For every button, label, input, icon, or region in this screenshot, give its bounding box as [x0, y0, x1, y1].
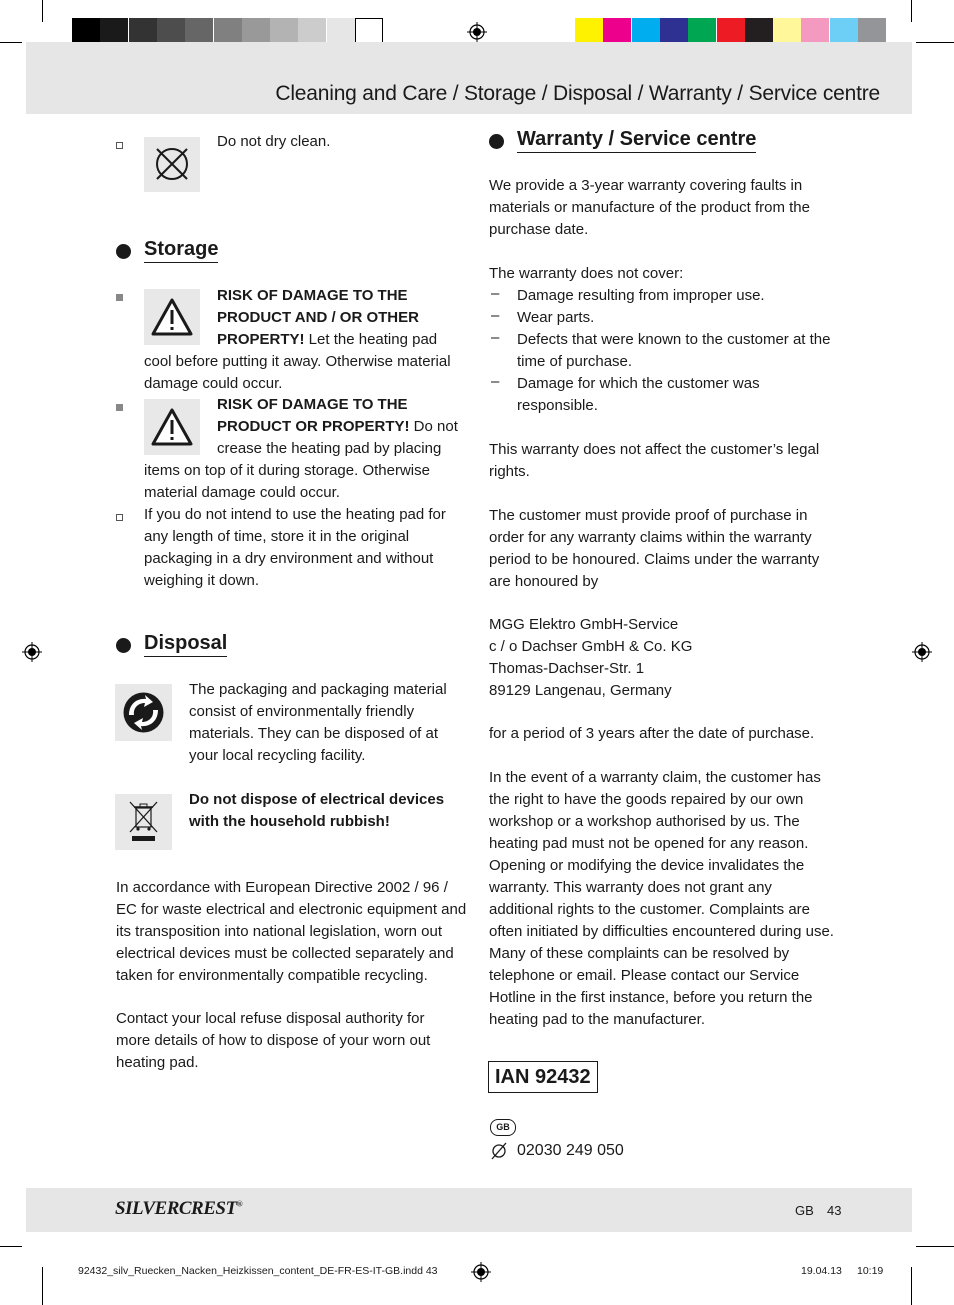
disposal-heading: Disposal: [144, 632, 227, 657]
address-line: MGG Elektro GmbH-Service: [489, 616, 679, 633]
storage-warning-2-bold: RISK OF DAMAGE TO THE PRODUCT OR PROPERTY!: [217, 396, 410, 435]
address-line: c / o Dachser GmbH & Co. KG: [489, 638, 693, 655]
storage-warning-2: [144, 394, 466, 504]
dash-bullet: –: [491, 373, 500, 390]
no-dry-clean-icon-box: [144, 137, 200, 192]
dash-bullet: –: [491, 307, 500, 324]
recycle-text: The packaging and packaging material consist of environmentally friendly materials. They can be disposed of at your local recycling facility.: [189, 681, 447, 764]
disposal-paragraph-1: In accordance with European Directive 2002 / 96 / EC for waste electrical and electronic equipment and its transposition into national legislation, worn out electrical devices must be collected separately and taken for environmentally compatible recycling.: [116, 879, 467, 984]
exclusion-item: Wear parts.: [517, 309, 595, 326]
warranty-not-cover: The warranty does not cover:: [489, 265, 684, 282]
disposal-paragraph-2: Contact your local refuse disposal authority for more details of how to dispose of your worn out heating pad.: [116, 1010, 431, 1071]
storage-heading: Storage: [144, 238, 218, 263]
brand-logo: [115, 1198, 242, 1220]
warranty-intro: We provide a 3-year warranty covering faults in materials or manufacture of the product from the purchase date.: [489, 177, 810, 238]
storage-note: If you do not intend to use the heating pad for any length of time, store it in the original packaging in a dry environment and without weighing it down.: [144, 506, 446, 589]
warranty-legal: This warranty does not affect the customer’s legal rights.: [489, 441, 820, 480]
storage-warning-1-bold: RISK OF DAMAGE TO THE PRODUCT AND / OR OTHER PROPERTY!: [217, 287, 419, 348]
storage-warning-1-text: Let the heating pad cool before putting it away. Otherwise material damage could occur.: [144, 331, 451, 392]
crop-mark: [911, 1267, 912, 1305]
section-bullet: [116, 638, 131, 653]
address-line: Thomas-Dachser-Str. 1: [489, 660, 645, 677]
crop-mark: [42, 1267, 43, 1305]
page-number: 43: [827, 1203, 842, 1218]
crop-mark: [0, 42, 22, 43]
exclusion-item: Defects that were known to the customer at the time of purchase.: [517, 331, 831, 370]
dry-clean-text: Do not dry clean.: [217, 133, 331, 150]
list-bullet: [116, 514, 123, 521]
hotline-number: 02030 249 050: [517, 1142, 624, 1159]
crop-mark: [911, 0, 912, 22]
registration-mark-icon: [467, 22, 487, 42]
storage-warning-1: [144, 285, 466, 395]
exclusion-item: Damage for which the customer was responsible.: [517, 375, 760, 414]
no-dry-clean-icon: [144, 137, 200, 192]
list-bullet: [116, 404, 123, 411]
list-bullet: [116, 294, 123, 301]
section-bullet: [116, 244, 131, 259]
dash-bullet: –: [491, 329, 500, 346]
print-time: 10:19: [857, 1265, 884, 1277]
registration-mark-icon: [22, 642, 42, 662]
ian-box: IAN 92432: [488, 1061, 598, 1093]
recycle-icon-box: [115, 684, 172, 741]
warranty-heading: Warranty / Service centre: [517, 128, 756, 153]
footer-language: GB: [795, 1203, 814, 1218]
crop-mark: [0, 1246, 22, 1247]
section-bullet: [489, 134, 504, 149]
brand-registered-mark: ®: [236, 1199, 243, 1209]
brand-name: SILVERCREST: [115, 1198, 237, 1219]
phone-icon: [489, 1142, 509, 1160]
registration-mark-icon: [471, 1262, 491, 1282]
print-file-name: 92432_silv_Ruecken_Nacken_Heizkissen_content_DE-FR-ES-IT-GB.indd 43: [78, 1265, 438, 1277]
crop-mark: [916, 1246, 954, 1247]
registration-mark-icon: [912, 642, 932, 662]
crossed-bin-icon: [115, 794, 172, 850]
recycle-icon: [115, 684, 172, 741]
crop-mark: [42, 0, 43, 22]
list-bullet: [116, 142, 123, 149]
warranty-proof: The customer must provide proof of purchase in order for any warranty claims within the warranty period to be honoured. Claims under the warranty are honoured by: [489, 507, 820, 590]
print-date: 19.04.13: [801, 1265, 842, 1277]
exclusion-item: Damage resulting from improper use.: [517, 287, 765, 304]
storage-warning-2-text: Do not crease the heating pad by placing items on top of it during storage. Otherwise material damage could occur.: [144, 418, 458, 501]
service-address: [489, 614, 692, 702]
country-badge: GB: [490, 1119, 516, 1136]
dash-bullet: –: [491, 285, 500, 302]
weee-icon-box: [115, 794, 172, 850]
page-title: Cleaning and Care / Storage / Disposal / Warranty / Service centre: [275, 82, 880, 105]
weee-warning: Do not dispose of electrical devices with the household rubbish!: [189, 791, 445, 830]
warranty-claim: In the event of a warranty claim, the customer has the right to have the goods repaired by our own workshop or a workshop authorised by us. The heating pad must not be opened for any reason. Opening or modifying the device invalidates the warranty. This warranty does not grant any additional rights to the customer. Complaints are often initiated by difficulties encountered during use. Many of these complaints can be resolved by telephone or email. Please contact our Service Hotline in the first instance, before you return the heating pad to the manufacturer.: [489, 769, 834, 1028]
warranty-period: for a period of 3 years after the date of purchase.: [489, 725, 815, 742]
crop-mark: [916, 42, 954, 43]
address-line: 89129 Langenau, Germany: [489, 682, 672, 699]
